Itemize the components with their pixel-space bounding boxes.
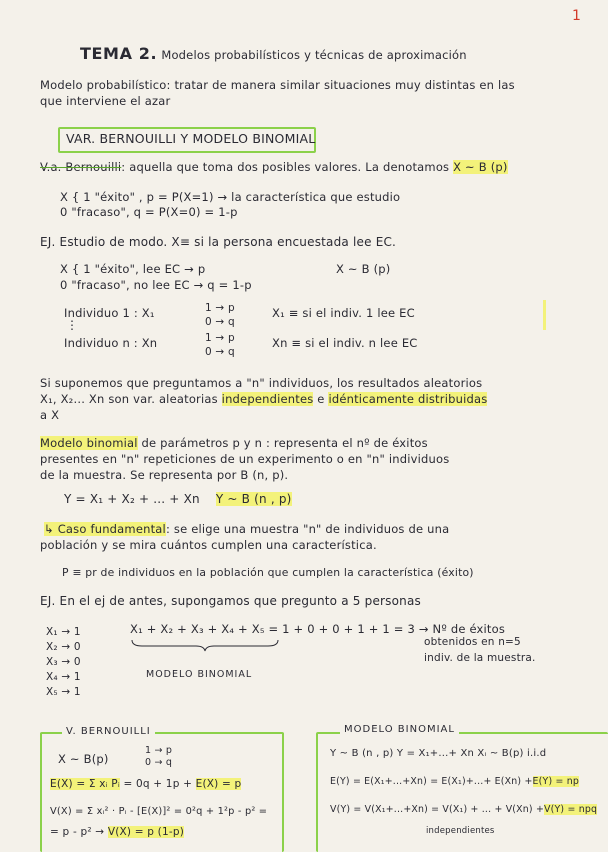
example2-sum: X₁ + X₂ + X₃ + X₄ + X₅ = 1 + 0 + 0 + 1 + 1 = 3 → Nº de éxitos bbox=[130, 622, 506, 636]
box-left-l1-down: 0 → q bbox=[145, 757, 173, 768]
box-left-l1-up: 1 → p bbox=[145, 745, 173, 756]
example1-line-3: 0 "fracaso", no lee EC → q = 1-p bbox=[60, 278, 252, 292]
individual-1-down: 0 → q bbox=[205, 316, 235, 328]
page-number: 1 bbox=[572, 8, 582, 24]
box-right-l4: independientes bbox=[426, 826, 495, 836]
box-left-l2 bbox=[50, 778, 241, 790]
box-left-expectation-mid: = 0q + 1p + bbox=[123, 778, 193, 790]
individual-n-note: Xn ≡ si el indiv. n lee EC bbox=[272, 336, 418, 350]
box-right-expectation-prefix: E(Y) = E(X₁+...+Xn) = E(X₁)+...+ E(Xn) + bbox=[330, 776, 533, 787]
intro-line-2: que interviene el azar bbox=[40, 94, 171, 108]
cases-line-2: 0 "fracaso", q = P(X=0) = 1-p bbox=[60, 205, 238, 219]
x-value-2: X₂ → 0 bbox=[46, 641, 81, 653]
fundamental-line-1 bbox=[44, 522, 449, 536]
example1-heading: EJ. Estudio de modo. X≡ si la persona encuestada lee EC. bbox=[40, 235, 397, 249]
box-left-title: V. BERNOUILLI bbox=[62, 726, 155, 737]
box-left-expectation-formula: E(X) = Σ xᵢ Pᵢ bbox=[50, 778, 120, 790]
x-value-4: X₄ → 1 bbox=[46, 671, 81, 683]
example1-notation: X ~ B (p) bbox=[336, 262, 391, 276]
binomial-line-1-rest: de parámetros p y n : representa el nº de éxitos bbox=[137, 436, 428, 450]
box-left-expectation-result: E(X) = p bbox=[195, 778, 242, 790]
individual-n-label: Individuo n : Xn bbox=[64, 336, 158, 350]
title-bold: TEMA 2. bbox=[80, 44, 158, 63]
suppose-line-1: Si suponemos que preguntamos a "n" individuos, los resultados aleatorios bbox=[40, 376, 483, 390]
bernoulli-label: V.a. Bernouilli bbox=[40, 160, 122, 174]
individual-1-label: Individuo 1 : X₁ bbox=[64, 306, 155, 320]
fundamental-line-1-rest: : se elige una muestra "n" de individuos de una bbox=[165, 522, 450, 536]
box-right-variance-result: V(Y) = npq bbox=[544, 804, 598, 815]
title-rest: Modelos probabilísticos y técnicas de aproximación bbox=[161, 48, 467, 62]
binomial-notation: Y ~ B (n , p) bbox=[215, 492, 292, 506]
fundamental-line-2: población y se mira cuántos cumplen una característica. bbox=[40, 538, 377, 552]
binomial-line-2: presentes en "n" repeticiones de un experimento o en "n" individuos bbox=[40, 452, 450, 466]
box-right-variance-prefix: V(Y) = V(X₁+...+Xn) = V(X₁) + ... + V(Xn) + bbox=[330, 804, 545, 815]
fundamental-line-3: P ≡ pr de individuos en la población que cumplen la característica (éxito) bbox=[62, 566, 474, 579]
individual-n-down: 0 → q bbox=[205, 346, 235, 358]
page-title bbox=[80, 44, 467, 63]
example2-heading: EJ. En el ej de antes, supongamos que pregunto a 5 personas bbox=[40, 594, 421, 608]
box-right-title: MODELO BINOMIAL bbox=[340, 724, 459, 735]
suppose-vars: X₁, X₂... Xn son var. aleatorias bbox=[40, 392, 218, 406]
binomial-line-3: de la muestra. Se representa por B (n, p). bbox=[40, 468, 289, 482]
cases-line-1: X { 1 "éxito" , p = P(X=1) → la característica que estudio bbox=[60, 190, 401, 204]
fundamental-label: ↳ Caso fundamental bbox=[44, 522, 166, 536]
example2-note-2: indiv. de la muestra. bbox=[424, 652, 536, 664]
binomial-label: Modelo binomial bbox=[40, 436, 138, 450]
box-right-expectation-result: E(Y) = np bbox=[532, 776, 580, 787]
binomial-line-1 bbox=[40, 436, 428, 450]
box-right-l1: Y ~ B (n , p) Y = X₁+...+ Xn Xᵢ ~ B(p) i.i.d bbox=[330, 748, 547, 759]
bernoulli-notation: X ~ B (p) bbox=[453, 160, 508, 174]
bernoulli-text: : aquella que toma dos posibles valores. La denotamos bbox=[121, 160, 450, 174]
box-left-variance-prefix: = p - p² → bbox=[50, 826, 105, 838]
bernoulli-definition bbox=[40, 160, 508, 174]
example1-line-2: X { 1 "éxito", lee EC → p bbox=[60, 262, 206, 276]
box-left-l1: X ~ B(p) bbox=[58, 752, 109, 766]
box-left-variance-result: V(X) = p (1-p) bbox=[107, 826, 184, 838]
box-right-l2 bbox=[330, 776, 579, 787]
side-highlight-bar bbox=[543, 300, 546, 330]
intro-line-1: Modelo probabilístico: tratar de manera similar situaciones muy distintas en las bbox=[40, 78, 515, 92]
suppose-identically: idénticamente distribuidas bbox=[328, 392, 488, 406]
box-left-l3: V(X) = Σ xᵢ² · Pᵢ - [E(X)]² = 0²q + 1²p - p² = bbox=[50, 806, 268, 817]
individual-n-up: 1 → p bbox=[205, 332, 235, 344]
suppose-line-3: a X bbox=[40, 408, 60, 422]
binomial-formula bbox=[64, 492, 292, 506]
individual-1-note: X₁ ≡ si el indiv. 1 lee EC bbox=[272, 306, 415, 320]
underbrace bbox=[130, 638, 280, 652]
suppose-and: e bbox=[317, 392, 325, 406]
box-left-l4 bbox=[50, 826, 184, 838]
section-heading: VAR. BERNOUILLI Y MODELO BINOMIAL bbox=[66, 131, 316, 146]
brace-label: MODELO BINOMIAL bbox=[146, 669, 253, 680]
individual-1-up: 1 → p bbox=[205, 302, 235, 314]
x-value-1: X₁ → 1 bbox=[46, 626, 81, 638]
suppose-independent: independientes bbox=[221, 392, 314, 406]
suppose-line-2 bbox=[40, 392, 487, 406]
x-value-3: X₃ → 0 bbox=[46, 656, 81, 668]
box-right-l3 bbox=[330, 804, 597, 815]
binomial-sum: Y = X₁ + X₂ + ... + Xn bbox=[64, 492, 200, 506]
x-value-5: X₅ → 1 bbox=[46, 686, 81, 698]
example2-note-1: obtenidos en n=5 bbox=[424, 636, 521, 648]
individual-dots: ⋮ bbox=[66, 318, 79, 332]
